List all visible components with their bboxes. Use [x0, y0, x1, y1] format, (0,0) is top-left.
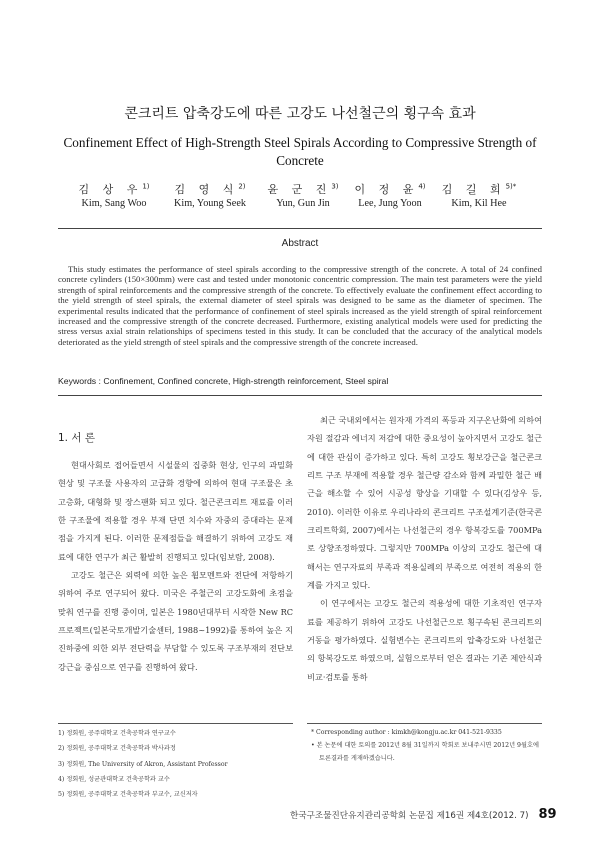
author-name-kr: 김 영 식 [174, 183, 239, 196]
footnotes-left [58, 726, 228, 802]
body-paragraph: 이 연구에서는 고강도 철근의 적용성에 대한 기초적인 연구자료를 제공하기 위하여 고강도 나선철근으로 횡구속된 콘크리트의 거동을 평가하였다. 실험변수는 콘크리트의 압축강도와 나선철근의 항복강도로 하였으며, 실험으로부터 얻은 결과는 기존 제안식과 비교·검토를 통하 [307, 598, 542, 682]
abstract-rule [58, 395, 542, 396]
abstract-heading: Abstract [281, 238, 319, 249]
footnotes-right [311, 727, 542, 765]
section-heading-introduction: 1. 서 론 [58, 432, 95, 444]
right-column-body [307, 411, 542, 686]
journal-citation: 한국구조물진단유지관리공학회 논문집 제16권 제4호(2012. 7) [290, 811, 529, 821]
abstract-text: This study estimates the performance of steel spirals according to the compressive strength of the concrete. A total of 24 confined concrete cylinders (150×300mm) were cast and tested under monotonic concentric compression. The main test parameters were the yield strength of spiral reinforcements and the compressive strength of the concrete. To effectively evaluate the confinement effect according to the yield strength of steel spirals, the external diameter of steel spirals was designed to be same as the diameter of specimen. The experimental results indicated that the performance of confinement of steel spirals increased as the yield strength of spiral reinforcement increased and the compressive strength of the concrete decreased. Furthermore, existing analytical models were used for predicting the stress versus axial strain relationships of specimens tested in this study. It can be concluded that the accuracy of the analytical models deteriorated as the yield strength of steel spirals and the compressive strength of the concrete increased. [58, 264, 542, 347]
author-footnote-mark: 1) [142, 182, 150, 191]
page-number: 89 [538, 807, 557, 822]
keywords: Keywords : Confinement, Confined concrete, High-strength reinforcement, Steel spiral [58, 376, 389, 386]
discussion-note: • 본 논문에 대한 토의를 2012년 8월 31일까지 학회로 보내주시면 2012년 9월호에 토론결과를 게재하겠습니다. [311, 741, 539, 762]
body-paragraph: 최근 국내외에서는 원자재 가격의 폭등과 지구온난화에 의하여 자원 절감과 에너지 저감에 대한 중요성이 높아지면서 고강도 철근에 대한 관심이 증가하고 있다. 특히 고강도 횡보강근을 철근콘크리트 구조 부재에 적용할 경우 철근량 감소와 함께 과밀한 철근 배근을 해소할 수 있어 시공성 향상을 기대할 수 있다(김상우 등, 2010). 이러한 이유로 우리나라의 콘크리트 구조설계기준(한국콘크리트학회, 2007)에서는 나선철근의 경우 항복강도를 700MPa로 상향조정하였다. 그렇지만 700MPa 이상의 고강도 철근에 대해서는 연구자료의 부족과 적용실례의 부족으로 여전히 적용의 한계를 가지고 있다. [307, 415, 542, 591]
author-5 [419, 181, 539, 209]
author-name-en: Yun, Gun Jin [276, 198, 330, 209]
left-column-body [58, 456, 293, 676]
author-name-en: Kim, Kil Hee [451, 198, 507, 209]
author-name-kr: 김 상 우 [78, 183, 143, 196]
paper-title-english: Confinement Effect of High-Strength Steel Spirals According to Compressive Strength of Concrete [63, 135, 537, 168]
footnote: 1) 정회원, 공주대학교 건축공학과 연구교수 [58, 730, 176, 737]
body-paragraph: 고강도 철근은 외력에 의한 높은 휨모멘트와 전단에 저항하기 위하여 주로 연구되어 왔다. 미국은 주철근의 고강도화에 초점을 맞춰 연구를 진행 중이며, 일본은 1980년대부터 시작한 New RC 프로젝트(일본국토개발기술센터, 1988~1992)를 통하여 높은 지진하중에 의한 외부 전단력을 부담할 수 있도록 구조부재의 전단보강근을 중심으로 연구를 진행하여 왔다. [58, 570, 293, 672]
author-footnote-mark: 4) [418, 182, 426, 191]
footnote-rule-right [307, 723, 542, 724]
author-name-kr: 김 길 희 [441, 183, 506, 196]
corresponding-author-note: * Corresponding author : kimkh@kongju.ac.kr 041-521-9335 [311, 729, 502, 736]
body-paragraph: 현대사회로 접어들면서 시설물의 집중화 현상, 인구의 과밀화 현상 및 구조물 사용자의 고급화 경향에 의하여 현대 구조물은 초고층화, 대형화 및 장스팬화 되고 있다. 철근콘크리트 재료를 이러한 구조물에 적용할 경우 부재 단면 치수와 자중의 증대라는 문제점을 가지게 된다. 이러한 문제점들을 해결하기 위하여 고강도 재료에 대한 연구가 최근 활발히 진행되고 있다(임보람, 2008). [58, 460, 293, 562]
page-footer [290, 807, 557, 822]
author-name-en: Kim, Sang Woo [81, 198, 147, 209]
footnote: 3) 정회원, The University of Akron, Assistant Professor [58, 760, 228, 768]
paper-title-korean: 콘크리트 압축강도에 따른 고강도 나선철근의 횡구속 효과 [124, 106, 476, 122]
footnote: 2) 정회원, 공주대학교 건축공학과 박사과정 [58, 745, 176, 753]
footnote-rule-left [58, 723, 293, 724]
author-name-en: Kim, Young Seek [174, 198, 246, 209]
author-name-en: Lee, Jung Yoon [358, 198, 422, 209]
header-rule [58, 228, 542, 229]
footnote: 4) 정회원, 성균관대학교 건축공학과 교수 [58, 775, 170, 783]
author-footnote-mark: 2) [238, 182, 246, 191]
author-name-kr: 이 정 윤 [354, 183, 419, 196]
author-footnote-mark: 5)* [505, 182, 517, 191]
author-footnote-mark: 3) [331, 182, 339, 191]
footnote: 5) 정회원, 공주대학교 건축공학과 부교수, 교신저자 [58, 791, 198, 799]
author-name-kr: 윤 군 진 [267, 183, 332, 196]
